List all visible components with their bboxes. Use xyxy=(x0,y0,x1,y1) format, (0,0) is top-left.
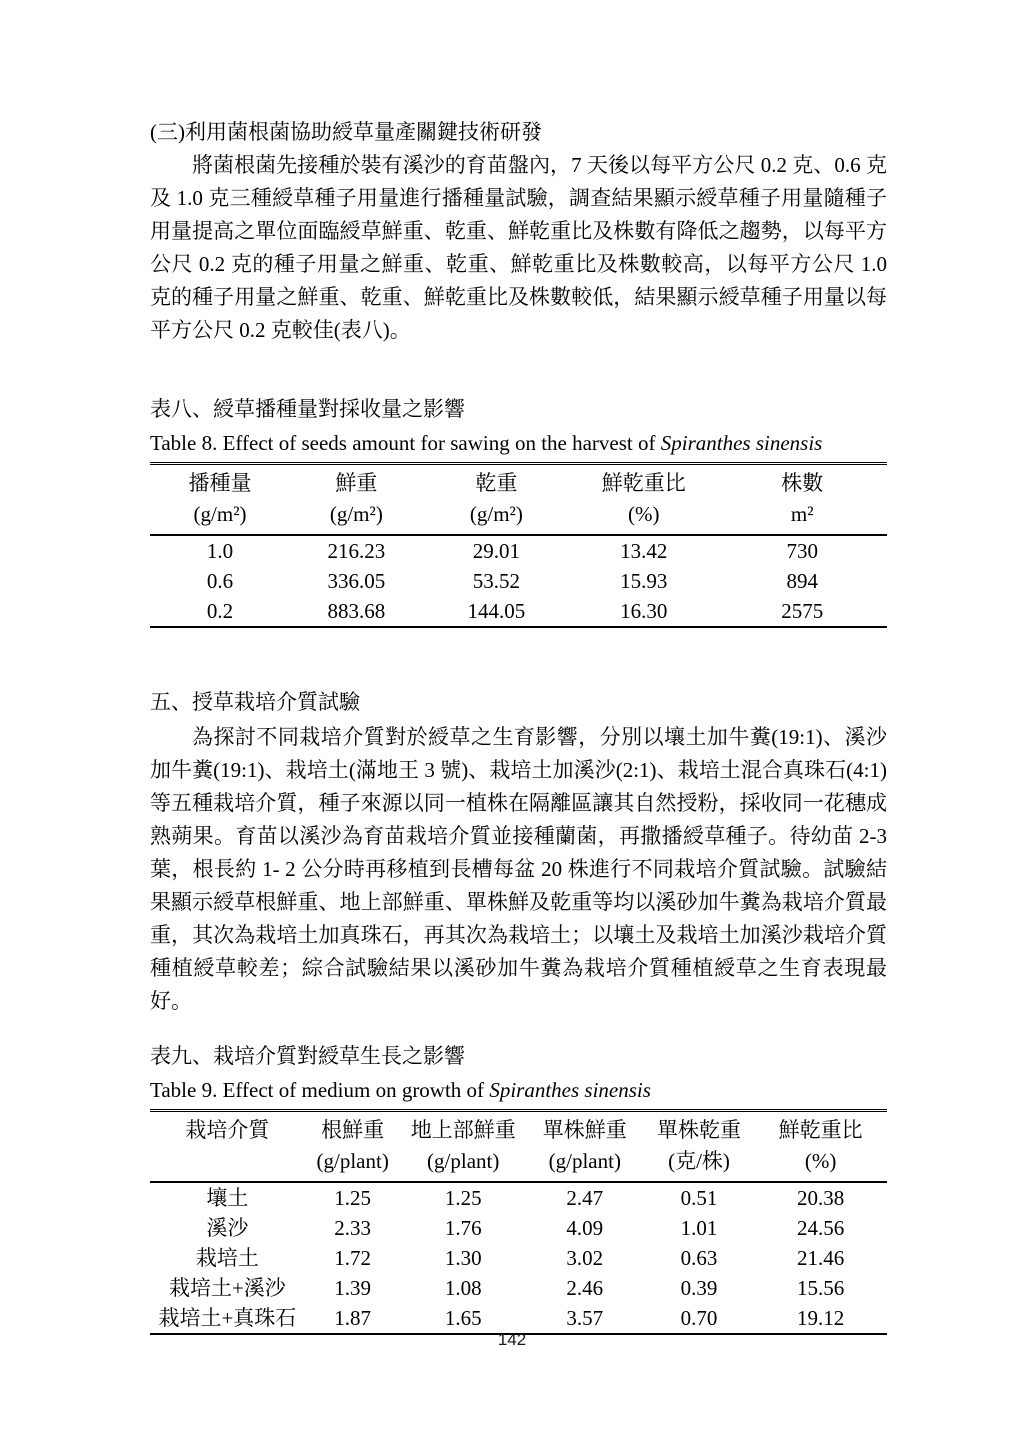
table8-caption-en xyxy=(150,426,887,460)
table9-header-row xyxy=(150,1111,887,1183)
table-cell: 0.51 xyxy=(680,1186,718,1210)
table9-caption-en xyxy=(150,1073,887,1107)
table8-species-name: Spiranthes sinensis xyxy=(660,431,823,455)
table-cell: 13.42 xyxy=(620,539,668,563)
table-cell: 1.0 xyxy=(206,539,234,563)
table9-col-header: 根鮮重 (g/plant) xyxy=(316,1118,389,1173)
section-3-heading: (三)利用菌根菌協助綬草量產關鍵技術研發 xyxy=(150,120,542,144)
table-cell: 0.39 xyxy=(680,1276,718,1300)
table9-caption-zh: 表九、栽培介質對綬草生長之影響 xyxy=(150,1044,465,1068)
table8-block xyxy=(150,393,887,628)
table9-row xyxy=(150,1182,887,1213)
table-cell: 20.38 xyxy=(797,1186,845,1210)
table-cell: 15.93 xyxy=(620,569,668,593)
table-cell: 4.09 xyxy=(566,1216,604,1240)
table9-row xyxy=(150,1213,887,1243)
table9-row xyxy=(150,1273,887,1303)
table9-row xyxy=(150,1243,887,1273)
table8-row xyxy=(150,566,887,596)
table8-col-header: 播種量 (g/m²) xyxy=(188,471,252,526)
table8-header-row xyxy=(150,464,887,536)
section-3-paragraph: 將菌根菌先接種於裝有溪沙的育苗盤內，7 天後以每平方公尺 0.2 克、0.6 克及 1.0 克三種綬草種子用量進行播種量試驗，調查結果顯示綬草種子用量隨種子用量提高之單位面臨綬草鮮重、乾重、鮮乾重比及株數有降低之趨勢，以每平方公尺 0.2 克的種子用量之鮮重、乾重、鮮乾重比及株數較高，以每平方公尺 1.0 克的種子用量之鮮重、乾重、鮮乾重比及株數較低，結果顯示綬草種子用量以每平方公尺 0.2 克較佳(表八)。 xyxy=(150,153,887,342)
table-cell: 1.65 xyxy=(444,1306,482,1330)
table-cell: 栽培土+真珠石 xyxy=(158,1306,297,1330)
table-cell: 24.56 xyxy=(797,1216,845,1240)
section-5-paragraph: 為探討不同栽培介質對於綬草之生育影響，分別以壤土加牛糞(19:1)、溪沙加牛糞(19:1)、栽培土(滿地王 3 號)、栽培土加溪沙(2:1)、栽培土混合真珠石(4:1)等五種栽培介質，種子來源以同一植株在隔離區讓其自然授粉，採收同一花穗成熟蒴果。育苗以溪沙為育苗栽培介質並接種蘭菌，再撒播綬草種子。待幼苗 2-3 葉，根長約 1- 2 公分時再移植到長槽每盆 20 株進行不同栽培介質試驗。試驗結果顯示綬草根鮮重、地上部鮮重、單株鮮及乾重等均以溪砂加牛糞為栽培介質最重，其次為栽培土加真珠石，再其次為栽培土；以壤土及栽培土加溪沙栽培介質種植綬草較差；綜合試驗結果以溪砂加牛糞為栽培介質種植綬草之生育表現最好。 xyxy=(150,725,887,1013)
table-cell: 29.01 xyxy=(472,539,520,563)
table-cell: 21.46 xyxy=(797,1246,845,1270)
table8-col-header: 乾重 (g/m²) xyxy=(469,471,523,526)
table-cell: 2.47 xyxy=(566,1186,604,1210)
table-cell: 19.12 xyxy=(797,1306,845,1330)
table8-col-header: 鮮重 (g/m²) xyxy=(329,471,383,526)
table9-caption-en-text: Table 9. Effect of medium on growth of xyxy=(150,1078,490,1102)
table-cell: 3.57 xyxy=(566,1306,604,1330)
table-cell: 1.72 xyxy=(334,1246,372,1270)
table-cell: 3.02 xyxy=(566,1246,604,1270)
table-cell: 栽培土 xyxy=(195,1246,259,1270)
table-cell: 栽培土+溪沙 xyxy=(168,1276,286,1300)
table-cell: 15.56 xyxy=(797,1276,845,1300)
table-cell: 0.6 xyxy=(206,569,234,593)
table-cell: 1.01 xyxy=(680,1216,718,1240)
table-cell: 16.30 xyxy=(620,599,668,623)
table-cell: 336.05 xyxy=(327,569,386,593)
table-cell: 1.39 xyxy=(334,1276,372,1300)
table-cell: 0.2 xyxy=(206,599,234,623)
table-cell: 730 xyxy=(786,539,818,563)
table9-col-header: 地上部鮮重 (g/plant) xyxy=(410,1118,516,1173)
table-cell: 53.52 xyxy=(472,569,520,593)
table-cell: 2575 xyxy=(781,599,824,623)
table-cell: 894 xyxy=(786,569,818,593)
table-cell: 0.63 xyxy=(680,1246,718,1270)
table-cell: 144.05 xyxy=(467,599,526,623)
table9-col-header: 單株鮮重 (g/plant) xyxy=(542,1118,627,1173)
table-cell: 0.70 xyxy=(680,1306,718,1330)
page-number: 142 xyxy=(497,1330,527,1349)
table-cell: 1.25 xyxy=(334,1186,372,1210)
table8 xyxy=(150,462,887,628)
table8-col-header: 鮮乾重比 (%) xyxy=(601,471,686,526)
table9-col-header: 栽培介質 xyxy=(185,1118,270,1142)
table-cell: 2.46 xyxy=(566,1276,604,1300)
table-cell: 216.23 xyxy=(327,539,386,563)
table9-col-header: 單株乾重 (克/株) xyxy=(657,1118,742,1173)
table-cell: 883.68 xyxy=(327,599,386,623)
table-cell: 1.87 xyxy=(334,1306,372,1330)
table-cell: 1.25 xyxy=(444,1186,482,1210)
table8-row xyxy=(150,535,887,566)
table8-caption-zh: 表八、綬草播種量對採收量之影響 xyxy=(150,397,465,421)
page-content xyxy=(150,116,887,1335)
table-cell: 2.33 xyxy=(334,1216,372,1240)
table9-block xyxy=(150,1040,887,1335)
table9-col-header: 鮮乾重比 (%) xyxy=(778,1118,863,1173)
table-cell: 1.76 xyxy=(444,1216,482,1240)
table9-species-name: Spiranthes sinensis xyxy=(489,1078,651,1102)
table9 xyxy=(150,1109,887,1335)
table-cell: 1.30 xyxy=(444,1246,482,1270)
table8-col-header: 株數 m² xyxy=(781,471,824,526)
section-5-heading: 五、授草栽培介質試驗 xyxy=(150,690,360,714)
table8-row xyxy=(150,596,887,627)
table-cell: 溪沙 xyxy=(206,1216,249,1240)
table8-caption-en-text: Table 8. Effect of seeds amount for sawing on the harvest of xyxy=(150,431,661,455)
table-cell: 1.08 xyxy=(444,1276,482,1300)
table-cell: 壤土 xyxy=(206,1186,249,1210)
